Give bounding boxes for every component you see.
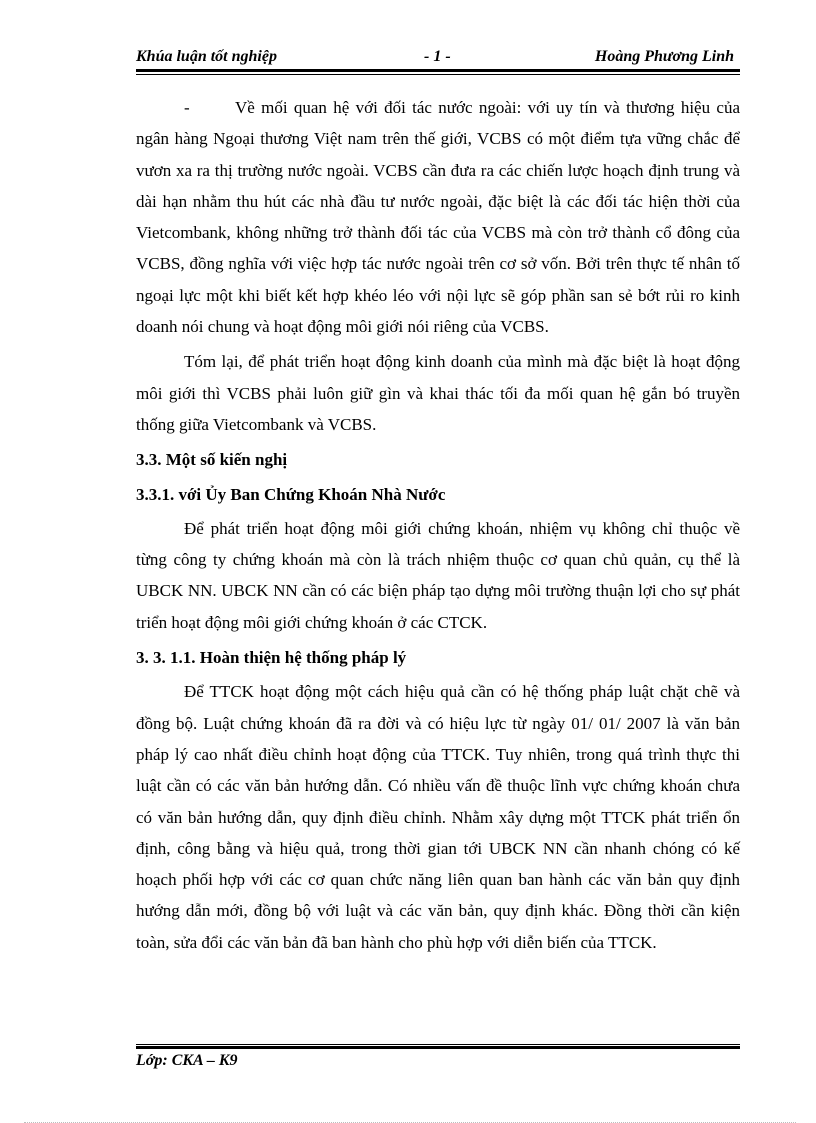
footer-class-label: Lớp: CKA – K9	[136, 1052, 238, 1069]
page-header	[136, 46, 740, 68]
bullet-dash: -	[184, 98, 190, 117]
header-rule-thin	[136, 74, 740, 75]
footer-rule-thick	[136, 1046, 740, 1049]
paragraph-ssc-role: Để phát triển hoạt động môi giới chứng khoán, nhiệm vụ không chỉ thuộc về từng công ty chứng khoán mà còn là trách nhiệm thuộc cơ quan chủ quản, cụ thể là UBCK NN. UBCK NN cần có các biện pháp tạo dựng môi trường thuận lợi cho sự phát triển hoạt động môi giới chứng khoán ở các CTCK.	[136, 518, 740, 632]
header-thesis-title: Khúa luận tốt nghiệp	[136, 48, 277, 65]
section-heading-recommendations: 3.3. Một số kiến nghị	[136, 450, 288, 470]
paragraph-text: Về mối quan hệ với đối tác nước ngoài: với uy tín và thương hiệu của ngân hàng Ngoại thương Việt nam trên thế giới, VCBS có một điểm tựa vững chắc để vươn xa ra thị trường nước ngoài. VCBS cần đưa ra các chiến lược hoạch định trung và dài hạn nhằm thu hút các nhà đầu tư nước ngoài, đặc biệt là các đối tác hiện thời của Vietcombank, không những trở thành đối tác của VCBS mà còn trở thành cổ đông của VCBS, đồng nghĩa với việc hợp tác nước ngoài trên cơ sở vốn. Bởi trên thực tế nhân tố ngoại lực một khi biết kết hợp khéo léo với nội lực sẽ góp phần san sẻ bớt rủi ro kinh doanh nói chung và hoạt động môi giới nói riêng của VCBS.	[136, 98, 740, 337]
paragraph-foreign-partners	[136, 92, 740, 342]
document-body	[136, 92, 740, 962]
subsection-heading-legal-system: 3. 3. 1.1. Hoàn thiện hệ thống pháp lý	[136, 648, 407, 668]
footer-rule-thin	[136, 1044, 740, 1045]
header-author-name: Hoàng Phương Linh	[594, 48, 734, 65]
page-number: - 1 -	[424, 48, 451, 65]
subsection-heading-ssc: 3.3.1. với Ủy Ban Chứng Khoán Nhà Nước	[136, 484, 446, 504]
header-rule-thick	[136, 69, 740, 72]
paragraph-summary: Tóm lại, để phát triển hoạt động kinh doanh của mình mà đặc biệt là hoạt động môi giới thì VCBS phải luôn giữ gìn và khai thác tối đa mối quan hệ gắn bó truyền thống giữa Vietcombank và VCBS.	[136, 352, 740, 434]
paragraph-legal-system: Để TTCK hoạt động một cách hiệu quả cần có hệ thống pháp luật chặt chẽ và đồng bộ. Luật chứng khoán đã ra đời và có hiệu lực từ ngày 01/ 01/ 2007 là văn bản pháp lý cao nhất điều chỉnh hoạt động của TTCK. Tuy nhiên, trong quá trình thực thi luật cần có các văn bản hướng dẫn. Có nhiều vấn đề thuộc lĩnh vực chứng khoán chưa có văn bản hướng dẫn, quy định điều chỉnh. Nhằm xây dựng một TTCK phát triển ổn định, công bằng và hiệu quả, trong thời gian tới UBCK NN cần nhanh chóng có kế hoạch phối hợp với các cơ quan chức năng liên quan ban hành các văn bản quy định hướng dẫn mới, đồng bộ với luật và các văn bản, quy định khác. Đồng thời cần kiện toàn, sửa đổi các văn bản đã ban hành cho phù hợp với diễn biến của TTCK.	[136, 682, 740, 952]
